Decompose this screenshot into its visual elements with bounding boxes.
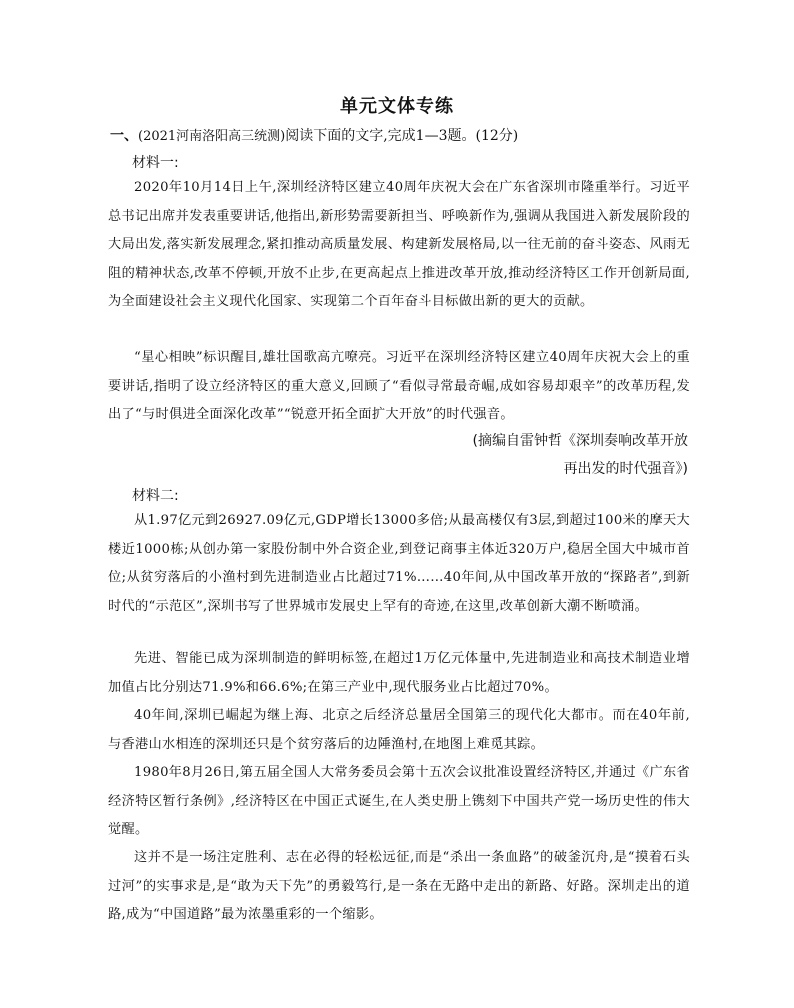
material-two-paragraph: 先进、智能已成为深圳制造的鲜明标签,在超过1万亿元体量中,先进制造业和高技术制造业增加值占比分别达71.9%和66.6%;在第三产业中,现代服务业占比超过70%。: [108, 651, 690, 695]
question-instruction: 阅读下面的文字,完成1—3题。(12分): [285, 128, 519, 144]
material-two-paragraph: 40年间,深圳已崛起为继上海、北京之后经济总量居全国第三的现代化大都市。而在40年前,与香港山水相连的深圳还只是个贫穷落后的边陲渔村,在地图上难觅其踪。: [108, 708, 690, 752]
material-one-citation: [400, 427, 688, 483]
material-two-paragraph: 这并不是一场注定胜利、志在必得的轻松远征,而是“杀出一条血路”的破釜沉舟,是“摸着石头过河”的实事求是,是“敢为天下先”的勇毅笃行,是一条在无路中走出的新路、好路。深圳走出的道路,成为“中国道路”最为浓墨重彩的一个缩影。: [108, 850, 690, 923]
material-two-label: 材料二:: [132, 488, 179, 504]
material-two-paragraph: 从1.97亿元到26927.09亿元,GDP增长13000多倍;从最高楼仅有3层,到超过100米的摩天大楼近1000栋;从创办第一家股份制中外合资企业,到登记商事主体近320万户,稳居全国大中城市首位;从贫穷落后的小渔村到先进制造业占比超过71%……40年间,从中国改革开放的“探路者”,到新时代的“示范区”,深圳书写了世界城市发展史上罕有的奇迹,在这里,改革创新大潮不断喷涌。: [108, 513, 690, 614]
material-one-label: 材料一:: [132, 155, 179, 171]
question-source: (2021河南洛阳高三统测): [138, 129, 286, 144]
citation-line: 再出发的时代强音》): [563, 461, 688, 477]
page-title: 单元文体专练: [340, 96, 454, 117]
material-one-paragraph: “星心相映”标识醒目,雄壮国歌高亢嘹亮。习近平在深圳经济特区建立40周年庆祝大会上的重要讲话,指明了设立经济特区的重大意义,回顾了“看似寻常最奇崛,成如容易却艰辛”的改革历程,发出了“与时俱进全面深化改革”“锐意开拓全面扩大开放”的时代强音。: [108, 350, 690, 423]
citation-line: (摘编自雷钟哲《深圳奏响改革开放: [472, 433, 688, 449]
material-one-paragraph: 2020年10月14日上午,深圳经济特区建立40周年庆祝大会在广东省深圳市隆重举行。习近平总书记出席并发表重要讲话,他指出,新形势需要新担当、呼唤新作为,强调从我国进入新发展阶段的大局出发,落实新发展理念,紧扣推动高质量发展、构建新发展格局,以一往无前的奋斗姿态、风雨无阻的精神状态,改革不停顿,开放不止步,在更高起点上推进改革开放,推动经济特区工作开创新局面,为全面建设社会主义现代化国家、实现第二个百年奋斗目标做出新的更大的贡献。: [108, 180, 690, 310]
material-two-paragraph: 1980年8月26日,第五届全国人大常务委员会第十五次会议批准设置经济特区,并通过《广东省经济特区暂行条例》,经济特区在中国正式诞生,在人类史册上镌刻下中国共产党一场历史性的伟大觉醒。: [108, 765, 690, 838]
question-header: [110, 126, 710, 147]
question-number: 一、: [110, 128, 138, 144]
